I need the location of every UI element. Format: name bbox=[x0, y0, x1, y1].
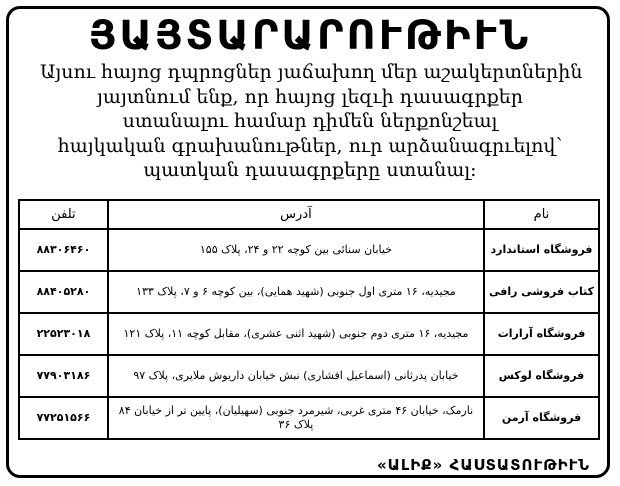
store-name: کتاب فروشی رافی bbox=[484, 271, 599, 313]
table-row bbox=[19, 397, 599, 439]
header-address: آدرس bbox=[108, 200, 484, 229]
announcement-title: ՅԱՅՏԱՐԱՐՈՒԹԻՒՆ bbox=[88, 13, 532, 59]
store-name: فروشگاه آرمن bbox=[484, 397, 599, 439]
intro-line: յայտնում ենք, որ հայոց լեզւի դասագրքեր bbox=[97, 85, 523, 108]
store-name: فروشگاه لوکس bbox=[484, 355, 599, 397]
store-address: مجیدیه، ۱۶ متری دوم جنوبی (شهید اثنی عشری)، مقابل کوچه ۱۱، پلاک ۱۲۱ bbox=[108, 313, 484, 355]
intro-line: պատկան դասագրքերը ստանալ: bbox=[143, 159, 477, 182]
intro-line: Այսու հայոց դպրոցներ յաճախող մեր աշակերտներին bbox=[40, 61, 583, 83]
store-phone: ۸۸۴۰۵۲۸۰ bbox=[19, 271, 108, 313]
store-address: مجیدیه، ۱۶ متری اول جنوبی (شهید همایی)، بین کوچه ۶ و ۷، پلاک ۱۳۳ bbox=[108, 271, 484, 313]
store-address: نارمک، خیابان ۴۶ متری غربی، شیرمرد جنوبی (سهیلیان)، پایین تر از خیابان ۸۴ پلاک ۳۶ bbox=[108, 397, 484, 439]
table-row bbox=[19, 355, 599, 397]
store-name: فروشگاه استاندارد bbox=[484, 229, 599, 271]
header-name: نام bbox=[484, 200, 599, 229]
store-phone: ۷۷۲۵۱۵۶۶ bbox=[19, 397, 108, 439]
announcement-intro bbox=[40, 60, 583, 183]
bookstore-table bbox=[18, 199, 600, 440]
table-row bbox=[19, 313, 599, 355]
table-row bbox=[19, 229, 599, 271]
intro-line: ստանալու համար դիմեն ներքոնշեալ bbox=[122, 110, 498, 133]
publisher-signature: «ԱԼԻՔ» ՀԱՍՏԱՏՈՒԹԻՒՆ bbox=[376, 456, 590, 474]
store-name: فروشگاه آرارات bbox=[484, 313, 599, 355]
store-address: خیابان پدرثانی (اسماعیل افشاری) نبش خیابان داریوش ملایری، پلاک ۹۷ bbox=[108, 355, 484, 397]
header-phone: تلفن bbox=[19, 200, 108, 229]
table-header-row bbox=[19, 200, 599, 229]
store-phone: ۲۲۵۲۳۰۱۸ bbox=[19, 313, 108, 355]
table-row bbox=[19, 271, 599, 313]
store-address: خیابان سنائی بین کوچه ۲۲ و ۲۴، پلاک ۱۵۵ bbox=[108, 229, 484, 271]
intro-line: հայկական գրախանութներ, ուր արձանագրւելով՝ bbox=[57, 134, 563, 157]
store-phone: ۸۸۳۰۶۴۶۰ bbox=[19, 229, 108, 271]
store-phone: ۷۷۹۰۳۱۸۶ bbox=[19, 355, 108, 397]
